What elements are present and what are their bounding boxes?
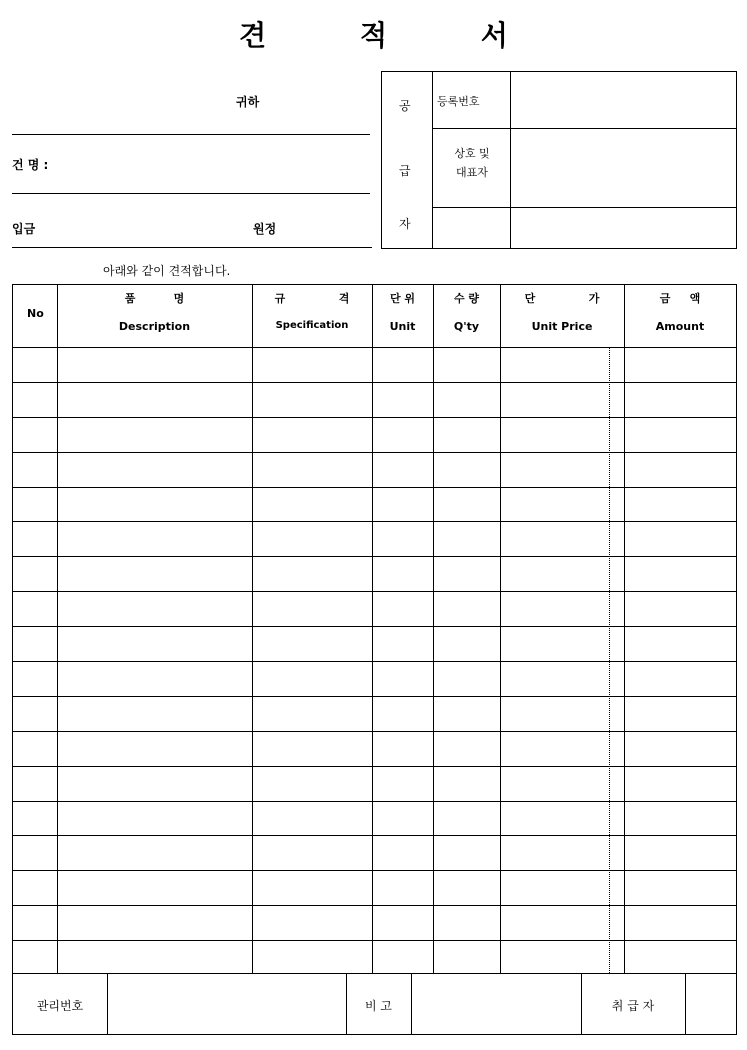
unit-price-cell[interactable] xyxy=(501,836,623,869)
qty-cell[interactable] xyxy=(434,941,499,974)
description-cell[interactable] xyxy=(58,592,251,625)
unit-price-cell[interactable] xyxy=(501,592,623,625)
unit-cell[interactable] xyxy=(373,767,432,800)
no-cell[interactable] xyxy=(14,836,56,869)
spec-cell[interactable] xyxy=(253,348,371,381)
unit-price-cell[interactable] xyxy=(501,802,623,835)
unit-cell[interactable] xyxy=(373,488,432,521)
description-cell[interactable] xyxy=(58,627,251,660)
no-cell[interactable] xyxy=(14,592,56,625)
qty-cell[interactable] xyxy=(434,627,499,660)
remarks-field[interactable] xyxy=(415,979,575,1029)
description-cell[interactable] xyxy=(58,941,251,974)
unit-cell[interactable] xyxy=(373,732,432,765)
unit-price-cell[interactable] xyxy=(501,557,623,590)
amount-cell[interactable] xyxy=(625,522,735,555)
qty-cell[interactable] xyxy=(434,802,499,835)
company-representative-field[interactable] xyxy=(514,132,732,202)
quotation-note: 아래와 같이 견적합니다. xyxy=(103,264,231,278)
column-header-unit-price: 단 가 xyxy=(524,292,600,305)
amount-field[interactable] xyxy=(70,210,240,240)
spec-cell[interactable] xyxy=(253,383,371,416)
unit-price-cell[interactable] xyxy=(501,871,623,904)
qty-cell[interactable] xyxy=(434,767,499,800)
supplier-box xyxy=(381,71,737,249)
no-cell[interactable] xyxy=(14,418,56,451)
handler-field[interactable] xyxy=(689,979,733,1029)
no-cell[interactable] xyxy=(14,767,56,800)
unit-price-cell[interactable] xyxy=(501,662,623,695)
description-cell[interactable] xyxy=(58,557,251,590)
currency-label: 원정 xyxy=(253,222,277,236)
description-cell[interactable] xyxy=(58,418,251,451)
column-header-item-en: Description xyxy=(118,320,191,333)
spec-cell[interactable] xyxy=(253,627,371,660)
column-header-qty: 수 량 xyxy=(453,292,480,305)
qty-cell[interactable] xyxy=(434,732,499,765)
column-header-amount: 금 액 xyxy=(659,292,701,305)
unit-cell[interactable] xyxy=(373,906,432,939)
amount-cell[interactable] xyxy=(625,871,735,904)
no-cell[interactable] xyxy=(14,383,56,416)
column-header-unit: 단 위 xyxy=(389,292,416,305)
qty-cell[interactable] xyxy=(434,662,499,695)
amount-cell[interactable] xyxy=(625,383,735,416)
spec-cell[interactable] xyxy=(253,836,371,869)
amount-cell[interactable] xyxy=(625,418,735,451)
column-header-spec-en: Specification xyxy=(275,320,349,331)
subject-label: 건 명 : xyxy=(12,158,49,172)
unit-price-cell[interactable] xyxy=(501,453,623,486)
qty-cell[interactable] xyxy=(434,453,499,486)
spec-cell[interactable] xyxy=(253,522,371,555)
footer-row xyxy=(12,973,737,1035)
unit-price-cell[interactable] xyxy=(501,488,623,521)
amount-cell[interactable] xyxy=(625,662,735,695)
description-cell[interactable] xyxy=(58,836,251,869)
no-cell[interactable] xyxy=(14,697,56,730)
management-number-label: 관리번호 xyxy=(36,999,84,1013)
unit-price-cell[interactable] xyxy=(501,627,623,660)
qty-cell[interactable] xyxy=(434,906,499,939)
unit-cell[interactable] xyxy=(373,836,432,869)
registration-number-label: 등록번호 xyxy=(437,95,480,108)
spec-cell[interactable] xyxy=(253,941,371,974)
description-cell[interactable] xyxy=(58,488,251,521)
handler-label: 취 급 자 xyxy=(611,999,655,1013)
remarks-label: 비 고 xyxy=(365,999,392,1013)
description-cell[interactable] xyxy=(58,697,251,730)
no-cell[interactable] xyxy=(14,557,56,590)
unit-cell[interactable] xyxy=(373,557,432,590)
qty-cell[interactable] xyxy=(434,697,499,730)
spec-cell[interactable] xyxy=(253,767,371,800)
description-cell[interactable] xyxy=(58,767,251,800)
unit-cell[interactable] xyxy=(373,662,432,695)
column-header-spec: 규 격 xyxy=(274,292,350,305)
management-number-field[interactable] xyxy=(111,979,341,1029)
column-header-unit-price-en: Unit Price xyxy=(531,320,593,333)
qty-cell[interactable] xyxy=(434,418,499,451)
no-cell[interactable] xyxy=(14,906,56,939)
supplier-extra-field[interactable] xyxy=(514,211,732,245)
qty-cell[interactable] xyxy=(434,383,499,416)
description-cell[interactable] xyxy=(58,871,251,904)
unit-price-cell[interactable] xyxy=(501,941,623,974)
description-cell[interactable] xyxy=(58,383,251,416)
no-cell[interactable] xyxy=(14,522,56,555)
no-cell[interactable] xyxy=(14,627,56,660)
unit-price-cell[interactable] xyxy=(501,522,623,555)
spec-cell[interactable] xyxy=(253,697,371,730)
qty-cell[interactable] xyxy=(434,871,499,904)
qty-cell[interactable] xyxy=(434,522,499,555)
subject-field[interactable] xyxy=(75,146,365,176)
spec-cell[interactable] xyxy=(253,557,371,590)
document-title: 견 적 서 xyxy=(239,19,550,52)
divider xyxy=(12,247,372,248)
amount-cell[interactable] xyxy=(625,836,735,869)
column-header-qty-en: Q'ty xyxy=(453,320,480,333)
qty-cell[interactable] xyxy=(434,348,499,381)
no-cell[interactable] xyxy=(14,941,56,974)
amount-cell[interactable] xyxy=(625,453,735,486)
no-cell[interactable] xyxy=(14,488,56,521)
spec-cell[interactable] xyxy=(253,488,371,521)
description-cell[interactable] xyxy=(58,662,251,695)
spec-cell[interactable] xyxy=(253,802,371,835)
unit-price-cell[interactable] xyxy=(501,767,623,800)
description-cell[interactable] xyxy=(58,522,251,555)
unit-cell[interactable] xyxy=(373,592,432,625)
unit-cell[interactable] xyxy=(373,802,432,835)
spec-cell[interactable] xyxy=(253,732,371,765)
amount-cell[interactable] xyxy=(625,348,735,381)
spec-cell[interactable] xyxy=(253,592,371,625)
description-cell[interactable] xyxy=(58,732,251,765)
amount-cell[interactable] xyxy=(625,767,735,800)
amount-cell[interactable] xyxy=(625,941,735,974)
supplier-side-label: 자 xyxy=(399,217,411,231)
spec-cell[interactable] xyxy=(253,418,371,451)
unit-cell[interactable] xyxy=(373,418,432,451)
description-cell[interactable] xyxy=(58,906,251,939)
company-representative-label: 상호 및 대표자 xyxy=(454,147,490,179)
spec-cell[interactable] xyxy=(253,871,371,904)
divider xyxy=(12,134,370,135)
amount-label: 입금 xyxy=(12,222,36,236)
unit-price-cell[interactable] xyxy=(501,906,623,939)
spec-cell[interactable] xyxy=(253,906,371,939)
amount-cell[interactable] xyxy=(625,592,735,625)
unit-price-cell[interactable] xyxy=(501,383,623,416)
spec-cell[interactable] xyxy=(253,453,371,486)
amount-cell[interactable] xyxy=(625,802,735,835)
unit-cell[interactable] xyxy=(373,522,432,555)
description-cell[interactable] xyxy=(58,802,251,835)
column-header-no: No xyxy=(27,307,44,320)
unit-cell[interactable] xyxy=(373,453,432,486)
amount-cell[interactable] xyxy=(625,627,735,660)
column-header-item: 품 명 xyxy=(124,292,185,305)
unit-cell[interactable] xyxy=(373,871,432,904)
unit-cell[interactable] xyxy=(373,627,432,660)
supplier-side-label: 공 xyxy=(399,99,411,113)
unit-cell[interactable] xyxy=(373,348,432,381)
unit-cell[interactable] xyxy=(373,383,432,416)
supplier-extra-label xyxy=(436,211,506,245)
no-cell[interactable] xyxy=(14,453,56,486)
item-table xyxy=(12,284,737,974)
description-cell[interactable] xyxy=(58,453,251,486)
column-header-unit-en: Unit xyxy=(389,320,416,333)
spec-cell[interactable] xyxy=(253,662,371,695)
qty-cell[interactable] xyxy=(434,592,499,625)
unit-price-cell[interactable] xyxy=(501,697,623,730)
unit-cell[interactable] xyxy=(373,941,432,974)
description-cell[interactable] xyxy=(58,348,251,381)
honorific-label: 귀하 xyxy=(236,95,260,109)
divider xyxy=(12,193,370,194)
supplier-side-label: 급 xyxy=(399,164,411,178)
amount-cell[interactable] xyxy=(625,906,735,939)
no-cell[interactable] xyxy=(14,871,56,904)
no-cell[interactable] xyxy=(14,732,56,765)
registration-number-field[interactable] xyxy=(514,76,732,124)
unit-price-cell[interactable] xyxy=(501,732,623,765)
no-cell[interactable] xyxy=(14,348,56,381)
amount-cell[interactable] xyxy=(625,557,735,590)
no-cell[interactable] xyxy=(14,662,56,695)
qty-cell[interactable] xyxy=(434,557,499,590)
unit-cell[interactable] xyxy=(373,697,432,730)
qty-cell[interactable] xyxy=(434,488,499,521)
unit-price-cell[interactable] xyxy=(501,418,623,451)
column-header-amount-en: Amount xyxy=(655,320,705,333)
qty-cell[interactable] xyxy=(434,836,499,869)
amount-cell[interactable] xyxy=(625,732,735,765)
no-cell[interactable] xyxy=(14,802,56,835)
amount-cell[interactable] xyxy=(625,488,735,521)
unit-price-cell[interactable] xyxy=(501,348,623,381)
amount-cell[interactable] xyxy=(625,697,735,730)
